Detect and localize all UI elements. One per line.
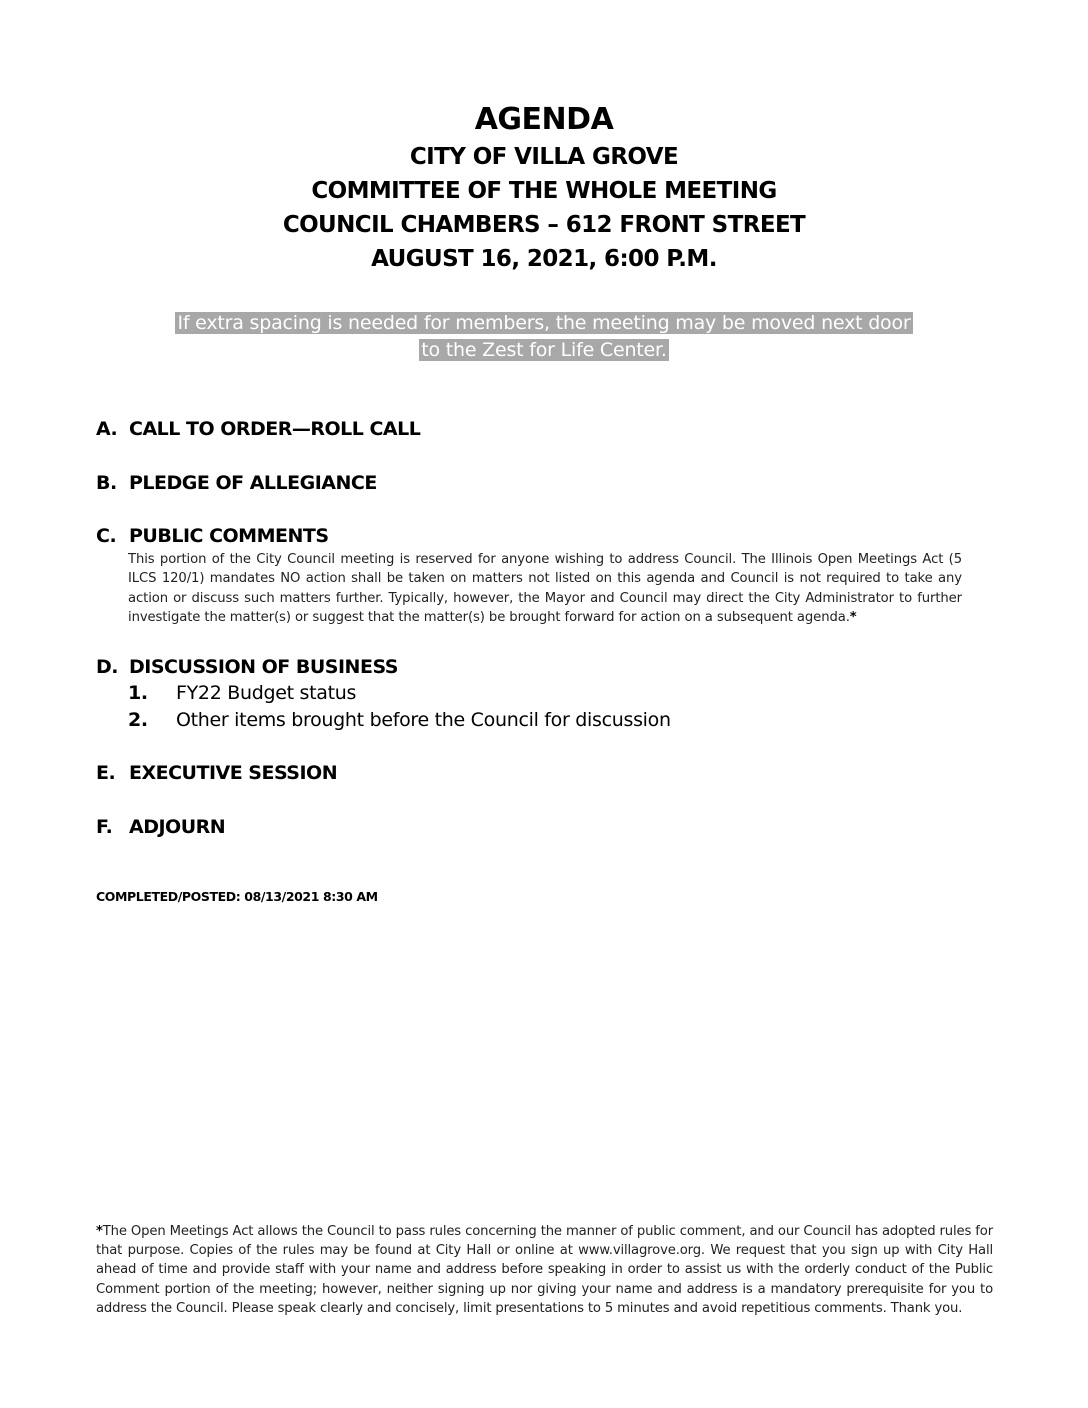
item-letter: E. [96,762,116,784]
spacing-notice-line2: to the Zest for Life Center. [421,339,667,361]
footnote-body: The Open Meetings Act allows the Council to pass rules concerning the manner of public comment, and our Council has adopted rules for that purpose. Copies of the rules may be found at City Hall or online at www.villagrove.org. We request that you sign up with City Hall ahead of time and provide staff with your name and address before speaking in order to assist us with the orderly conduct of the Public Comment portion of the meeting; however, neither signing up nor giving your name and address is a mandatory prerequisite for you to address the Council. Please speak clearly and concisely, limit presentations to 5 minutes and avoid repetitious comments. Thank you. [96,1224,993,1316]
footnote-mark: * [96,1224,103,1239]
sub-item-label: Other items brought before the Council for discussion [176,709,671,731]
sub-item-other-items [128,707,671,733]
sub-item-number: 2. [128,709,148,731]
item-label: CALL TO ORDER—ROLL CALL [129,418,421,440]
item-pledge [96,471,377,495]
item-public-comments [96,524,329,548]
item-adjourn [96,815,225,839]
meeting-name: COMMITTEE OF THE WHOLE MEETING [311,178,777,204]
posted-timestamp: COMPLETED/POSTED: 08/13/2021 8:30 AM [96,889,378,904]
sub-item-label: FY22 Budget status [176,682,357,704]
item-discussion-of-business [96,655,398,679]
city-name: CITY OF VILLA GROVE [409,144,679,170]
item-label: EXECUTIVE SESSION [129,762,338,784]
item-call-to-order [96,417,420,441]
agenda-title: AGENDA [474,102,614,137]
spacing-notice-line1: If extra spacing is needed for members, the meeting may be moved next door [177,312,911,334]
meeting-location: COUNCIL CHAMBERS – 612 FRONT STREET [282,212,806,238]
item-letter: A. [96,418,118,440]
open-meetings-footnote [96,1222,993,1318]
agenda-header [0,100,1088,276]
item-label: ADJOURN [129,816,226,838]
item-letter: D. [96,656,118,678]
item-label: DISCUSSION OF BUSINESS [129,656,398,678]
sub-item-number: 1. [128,682,148,704]
item-executive-session [96,761,337,785]
sub-item-budget-status [128,680,356,706]
footnote-mark: * [849,609,857,625]
item-label: PLEDGE OF ALLEGIANCE [129,472,377,494]
item-label: PUBLIC COMMENTS [129,525,329,547]
item-letter: F. [96,816,113,838]
spacing-notice [0,310,1088,364]
public-comments-text [128,550,962,627]
item-letter: B. [96,472,117,494]
item-letter: C. [96,525,117,547]
meeting-datetime: AUGUST 16, 2021, 6:00 P.M. [371,246,717,272]
public-comments-body: This portion of the City Council meeting is reserved for anyone wishing to address Council. The Illinois Open Meetings Act (5 ILCS 120/1) mandates NO action shall be taken on matters not listed on this agenda and Council is not required to take any action or discuss such matters further. Typically, however, the Mayor and Council may direct the City Administrator to further investigate the matter(s) or suggest that the matter(s) be brought forward for action on a subsequent agenda. [128,552,962,625]
